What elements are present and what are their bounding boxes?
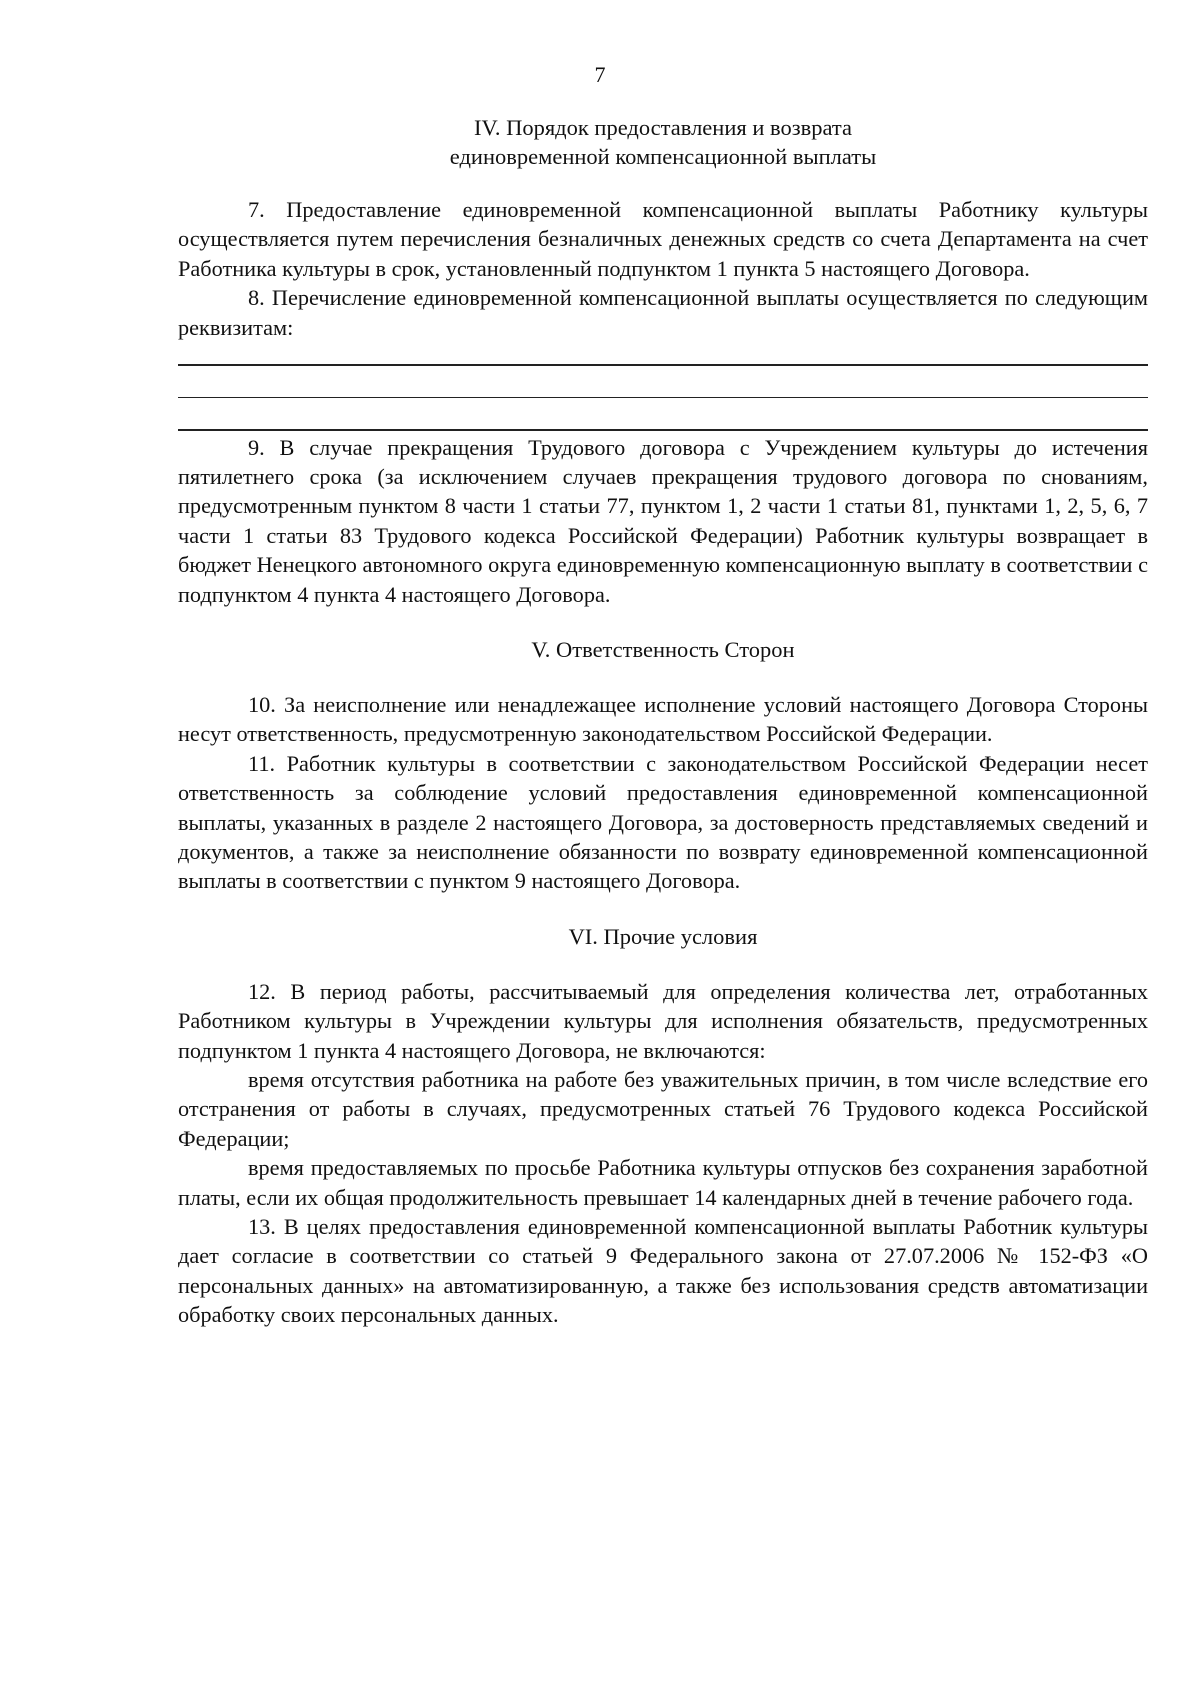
- paragraph-7: 7. Предоставление единовременной компенсационной выплаты Работнику культуры осуществляется путем перечисления безналичных денежных средств со счета Департамента на счет Работника культуры в срок, установленный подпунктом 1 пункта 5 настоящего Договора.: [178, 197, 1148, 281]
- section-4-heading: [178, 113, 1148, 171]
- section-5-heading: V. Ответственность Сторон: [531, 636, 795, 662]
- section-4-title-line-2: единовременной компенсационной выплаты: [449, 144, 877, 169]
- requisites-blank-line-3: [178, 429, 1148, 431]
- requisites-blank-line-2: [178, 397, 1148, 399]
- section-4-title-line-1: IV. Порядок предоставления и возврата: [473, 115, 852, 140]
- paragraph-8: 8. Перечисление единовременной компенсационной выплаты осуществляется по следующим реквизитам:: [178, 285, 1148, 340]
- paragraph-9: 9. В случае прекращения Трудового договора с Учреждением культуры до истечения пятилетнего срока (за исключением случаев прекращения трудового договора по снованиям, предусмотренным пунктом 8 части 1 статьи 77, пунктом 1, 2 части 1 статьи 81, пунктами 1, 2, 5, 6, 7 части 1 статьи 83 Трудового кодекса Российской Федерации) Работник культуры возвращает в бюджет Ненецкого автономного округа единовременную компенсационную выплату в соответствии с подпунктом 4 пункта 4 настоящего Договора.: [178, 434, 1148, 607]
- requisites-blank-line-1: [178, 364, 1148, 366]
- paragraph-12-item-1: время отсутствия работника на работе без уважительных причин, в том числе вследствие его отстранения от работы в случаях, предусмотренных статьей 76 Трудового кодекса Российской Федерации;: [178, 1067, 1148, 1151]
- page-number: 7: [594, 62, 606, 87]
- section-6-heading: VI. Прочие условия: [568, 923, 758, 949]
- paragraph-11: 11. Работник культуры в соответствии с законодательством Российской Федерации несет ответственность за соблюдение условий предоставления единовременной компенсационной выплаты, указанных в разделе 2 настоящего Договора, за достоверность представляемых сведений и документов, а также за неисполнение обязанности по возврату единовременной компенсационной выплаты в соответствии с пунктом 9 настоящего Договора.: [178, 750, 1148, 894]
- paragraph-10: 10. За неисполнение или ненадлежащее исполнение условий настоящего Договора Стороны несут ответственность, предусмотренную законодательством Российской Федерации.: [178, 691, 1148, 747]
- paragraph-12: 12. В период работы, рассчитываемый для определения количества лет, отработанных Работником культуры в Учреждении культуры для исполнения обязательств, предусмотренных подпунктом 1 пункта 4 настоящего Договора, не включаются:: [178, 978, 1148, 1063]
- paragraph-13: 13. В целях предоставления единовременной компенсационной выплаты Работник культуры дает согласие в соответствии со статьей 9 Федерального закона от 27.07.2006 № 152-ФЗ «О персональных данных» на автоматизированную, а также без использования средств автоматизации обработку своих персональных данных.: [178, 1214, 1148, 1328]
- paragraph-12-item-2: время предоставляемых по просьбе Работника культуры отпусков без сохранения заработной платы, если их общая продолжительность превышает 14 календарных дней в течение рабочего года.: [178, 1155, 1148, 1210]
- document-body: [178, 113, 1148, 1330]
